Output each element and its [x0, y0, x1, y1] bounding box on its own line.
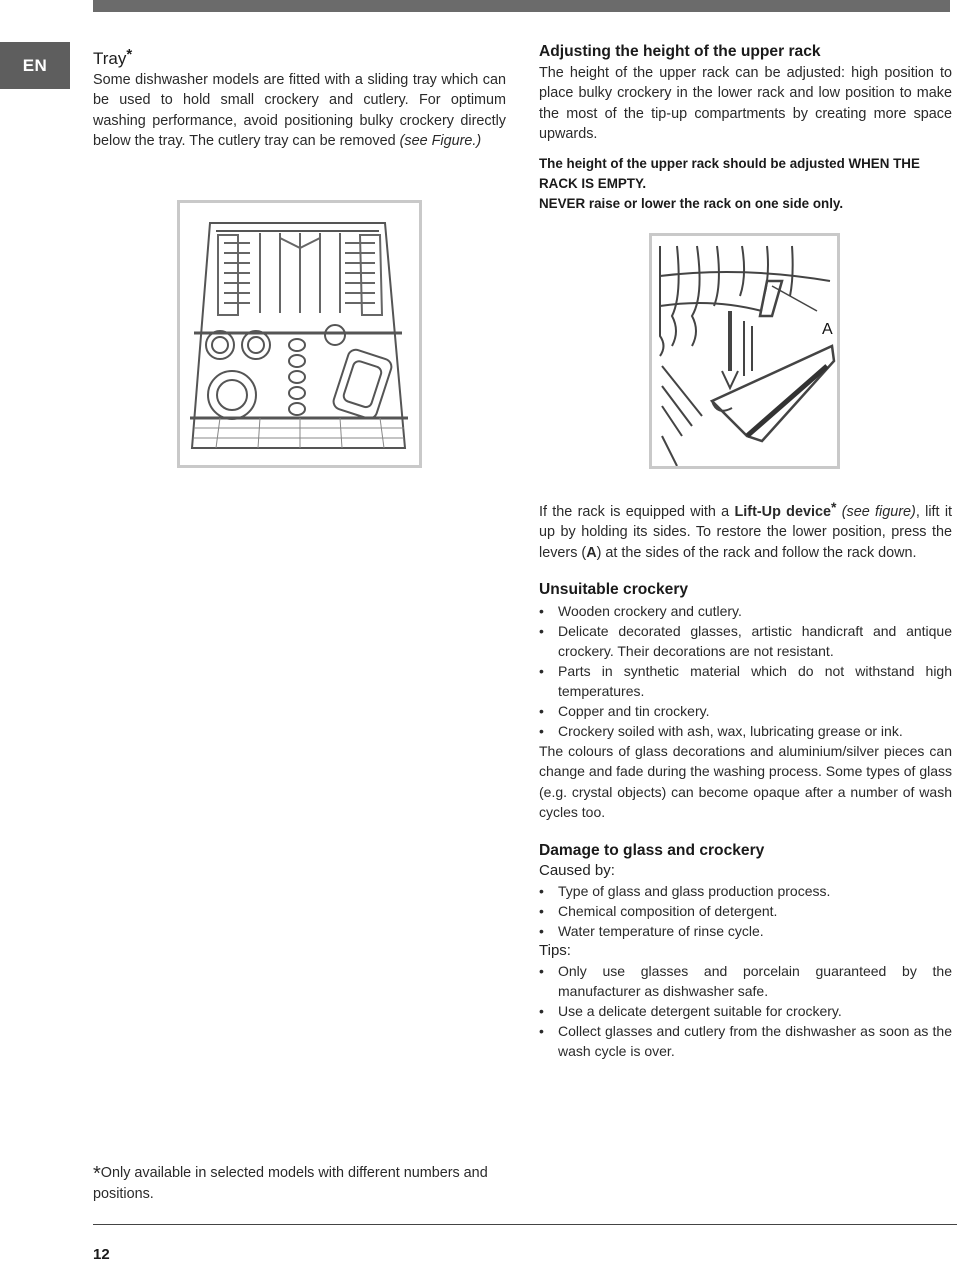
- upper-rack-section: [539, 42, 952, 214]
- tray-heading: [93, 44, 506, 70]
- damage-caused-by: Caused by:: [539, 862, 615, 879]
- language-tab: EN: [0, 42, 70, 89]
- lift-up-text-2: , lift it up by holding its sides. To restore the lower position, press the levers (: [539, 504, 953, 561]
- list-item: • Delicate decorated glasses, artistic handicraft and antique crockery. Their decorations are not resistant.: [539, 621, 952, 661]
- page-number: 12: [93, 1246, 110, 1262]
- tray-title: Tray: [93, 49, 127, 68]
- list-item: • Chemical composition of detergent.: [539, 901, 952, 921]
- damage-causes-list: [539, 881, 952, 941]
- lift-up-figure-label-a: A: [822, 321, 833, 338]
- footnote-text: Only available in selected models with different numbers and positions.: [93, 1165, 488, 1202]
- list-item: • Collect glasses and cutlery from the dishwasher as soon as the wash cycle is over.: [539, 1021, 952, 1061]
- unsuitable-note: The colours of glass decorations and aluminium/silver pieces can change and fade during the washing process. Some types of glass (e.g. crystal objects) can become opaque after a number of wash cycles too.: [539, 743, 952, 821]
- lift-up-illustration: [652, 236, 837, 466]
- upper-rack-warning-empty: The height of the upper rack should be adjusted WHEN THE RACK IS EMPTY.: [539, 155, 920, 191]
- tray-text-main: Some dishwasher models are fitted with a sliding tray which can be used to hold small crockery and cutlery. For optimum washing performance, avoid positioning bulky crockery directly below the tray. The cutlery tray can be removed: [93, 72, 506, 150]
- damage-heading: Damage to glass and crockery: [539, 842, 765, 859]
- list-item: • Wooden crockery and cutlery.: [539, 601, 952, 621]
- list-item: • Water temperature of rinse cycle.: [539, 921, 952, 941]
- damage-tips-list: [539, 961, 952, 1061]
- upper-rack-text: The height of the upper rack can be adjusted: high position to place bulky crockery in the lower rack and low position to make the most of the tip-up compartments by creating more space upwards.: [539, 65, 952, 143]
- list-item: • Copper and tin crockery.: [539, 701, 952, 721]
- lift-up-figure: [649, 233, 840, 469]
- unsuitable-heading: Unsuitable crockery: [539, 581, 689, 598]
- tray-rack-illustration: [180, 203, 419, 465]
- damage-section: [539, 841, 952, 1061]
- list-item: • Use a delicate detergent suitable for crockery.: [539, 1001, 952, 1021]
- tray-section: [93, 44, 506, 152]
- tray-figure-ref: (see Figure.): [399, 133, 482, 150]
- lift-up-text-1: If the rack is equipped with a: [539, 504, 730, 520]
- lift-up-section: [539, 497, 952, 563]
- lift-up-text-3: ) at the sides of the rack and follow the rack down.: [596, 544, 917, 561]
- tray-star: *: [126, 46, 133, 63]
- lift-up-figure-ref: (see figure): [841, 504, 916, 520]
- damage-tips-label: Tips:: [539, 942, 571, 959]
- header-bar: [93, 0, 950, 12]
- footnote-star: *: [93, 1163, 101, 1185]
- footnote: [93, 1163, 513, 1204]
- lift-up-lever-label: A: [586, 544, 597, 561]
- list-item: • Type of glass and glass production process.: [539, 881, 952, 901]
- unsuitable-section: [539, 580, 952, 823]
- unsuitable-list: [539, 601, 952, 741]
- lift-up-text: [539, 497, 952, 563]
- lift-up-device: Lift-Up device: [734, 504, 831, 520]
- list-item: • Only use glasses and porcelain guaranteed by the manufacturer as dishwasher safe.: [539, 961, 952, 1001]
- list-item: • Parts in synthetic material which do not withstand high temperatures.: [539, 661, 952, 701]
- tray-figure: [177, 200, 422, 468]
- upper-rack-warning-one-side: NEVER raise or lower the rack on one side only.: [539, 195, 844, 211]
- footer-divider: [93, 1224, 957, 1225]
- lift-up-star: *: [830, 499, 837, 515]
- upper-rack-heading: Adjusting the height of the upper rack: [539, 43, 821, 60]
- list-item: • Crockery soiled with ash, wax, lubricating grease or ink.: [539, 721, 952, 741]
- tray-text: [93, 70, 506, 152]
